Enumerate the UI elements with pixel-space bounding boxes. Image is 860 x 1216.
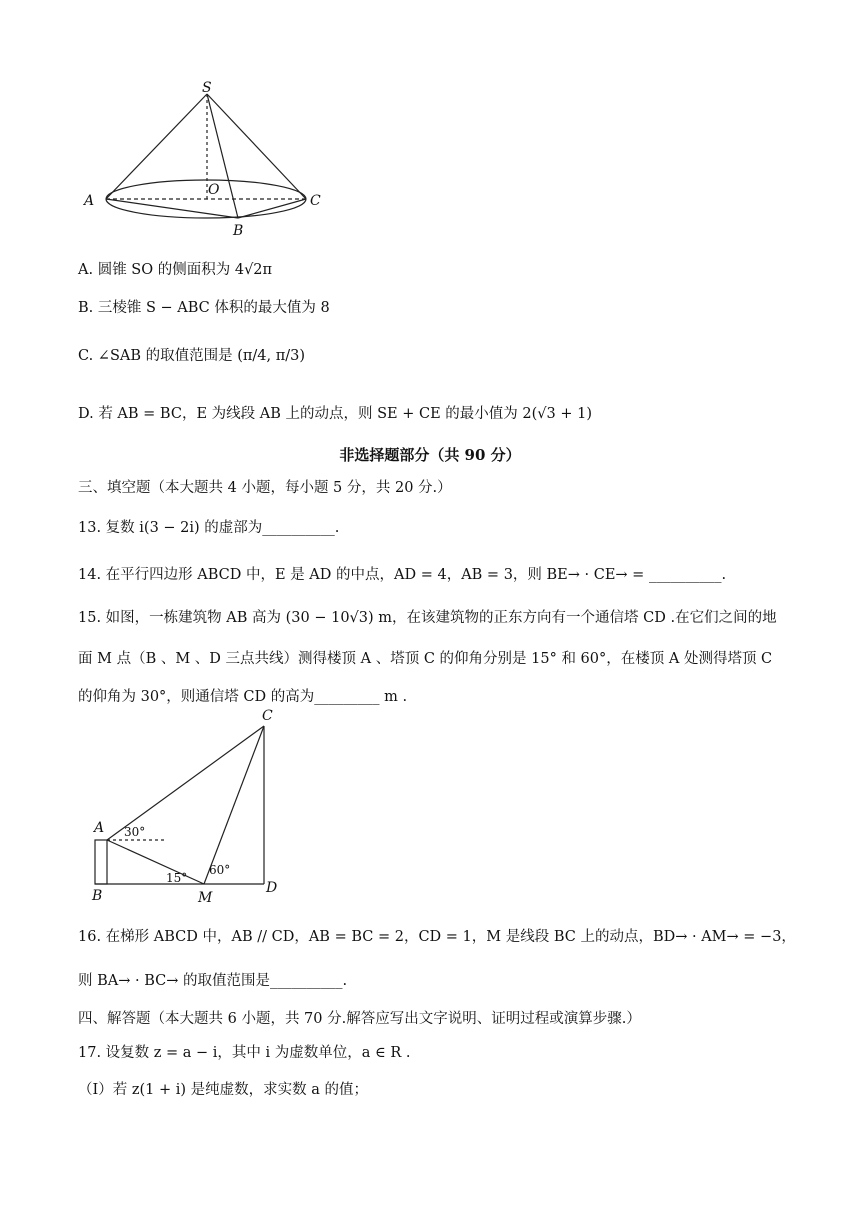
label-A: A [94, 820, 105, 836]
question-15-line-1: 15. 如图，一栋建筑物 AB 高为 (30 − 10√3) m，在该建筑物的正东方向有一个通信塔 CD .在它们之间的地 [78, 610, 777, 626]
question-17-part-1: （Ⅰ）若 z(1 + i) 是纯虚数，求实数 a 的值； [78, 1082, 368, 1098]
question-15-line-2: 面 M 点（B 、M 、D 三点共线）测得楼顶 A 、塔顶 C 的仰角分别是 15° 和 60°，在楼顶 A 处测得塔顶 C [78, 651, 773, 667]
label-B: B [233, 223, 244, 239]
edge-BC [238, 199, 306, 218]
option-d: D. 若 AB = BC，E 为线段 AB 上的动点，则 SE + CE 的最小值为 2(√3 + 1) [78, 406, 592, 422]
label-C: C [262, 708, 273, 724]
section-heading-nonchoice: 非选择题部分（共 90 分） [339, 446, 521, 464]
section-fill-in-heading: 三、填空题（本大题共 4 小题，每小题 5 分，共 20 分.） [78, 480, 452, 496]
edge-SA [106, 94, 207, 199]
tower-figure [78, 706, 298, 906]
building-AB [95, 840, 107, 884]
option-c: C. ∠SAB 的取值范围是 (π/4, π/3) [78, 348, 306, 364]
angle-30-label: 30° [124, 825, 146, 839]
angle-60-label: 60° [209, 863, 231, 877]
cone-figure [78, 78, 338, 240]
label-D: D [266, 880, 278, 896]
angle-15-label: 15° [166, 871, 188, 885]
line-AC [107, 726, 264, 840]
edge-AB [106, 199, 238, 218]
label-B: B [92, 888, 103, 904]
option-b: B. 三棱锥 S − ABC 体积的最大值为 8 [78, 300, 330, 316]
label-M: M [198, 890, 213, 906]
question-15-line-3: 的仰角为 30°，则通信塔 CD 的高为_________ m . [78, 689, 408, 705]
option-a: A. 圆锥 SO 的侧面积为 4√2π [78, 262, 273, 278]
section-answer-heading: 四、解答题（本大题共 6 小题，共 70 分.解答应写出文字说明、证明过程或演算步骤.） [78, 1011, 641, 1027]
label-A: A [84, 193, 95, 209]
line-MC [204, 726, 264, 884]
label-O: O [208, 182, 220, 198]
question-14: 14. 在平行四边形 ABCD 中，E 是 AD 的中点，AD = 4，AB = 3，则 BE→ · CE→ = __________. [78, 567, 727, 583]
question-16-line-1: 16. 在梯形 ABCD 中，AB // CD，AB = BC = 2，CD = 1，M 是线段 BC 上的动点，BD→ · AM→ = −3， [78, 929, 796, 945]
label-S: S [202, 80, 212, 96]
edge-SC [207, 94, 306, 199]
question-16-line-2: 则 BA→ · BC→ 的取值范围是__________. [78, 973, 348, 989]
question-13: 13. 复数 i(3 − 2i) 的虚部为__________. [78, 520, 340, 536]
label-C: C [310, 193, 321, 209]
line-AM [107, 840, 204, 884]
question-17: 17. 设复数 z = a − i，其中 i 为虚数单位，a ∈ R . [78, 1045, 411, 1061]
